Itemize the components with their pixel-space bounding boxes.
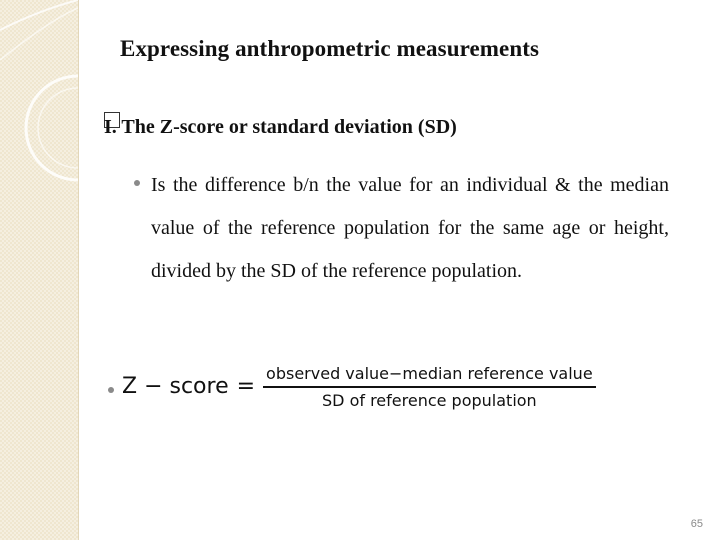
bullet-dot-icon [134, 180, 140, 186]
slide-title: Expressing anthropometric measurements [120, 36, 540, 61]
section-heading: I. The Z-score or standard deviation (SD) [104, 116, 457, 138]
bullet-dot-icon [108, 387, 114, 393]
decorative-side-panel [0, 0, 79, 540]
formula-lhs: Z − score [122, 374, 229, 400]
page-number: 65 [690, 518, 703, 530]
formula-fraction [263, 364, 596, 410]
formula-denominator: SD of reference population [322, 390, 537, 410]
formula-equals: = [236, 374, 256, 400]
decorative-arcs [0, 0, 78, 540]
definition-paragraph: Is the difference b/n the value for an individual & the median value of the reference population for the same age or height, divided by the SD of the reference population. [151, 174, 669, 282]
z-score-formula [122, 364, 596, 410]
formula-numerator: observed value−median reference value [266, 364, 593, 383]
